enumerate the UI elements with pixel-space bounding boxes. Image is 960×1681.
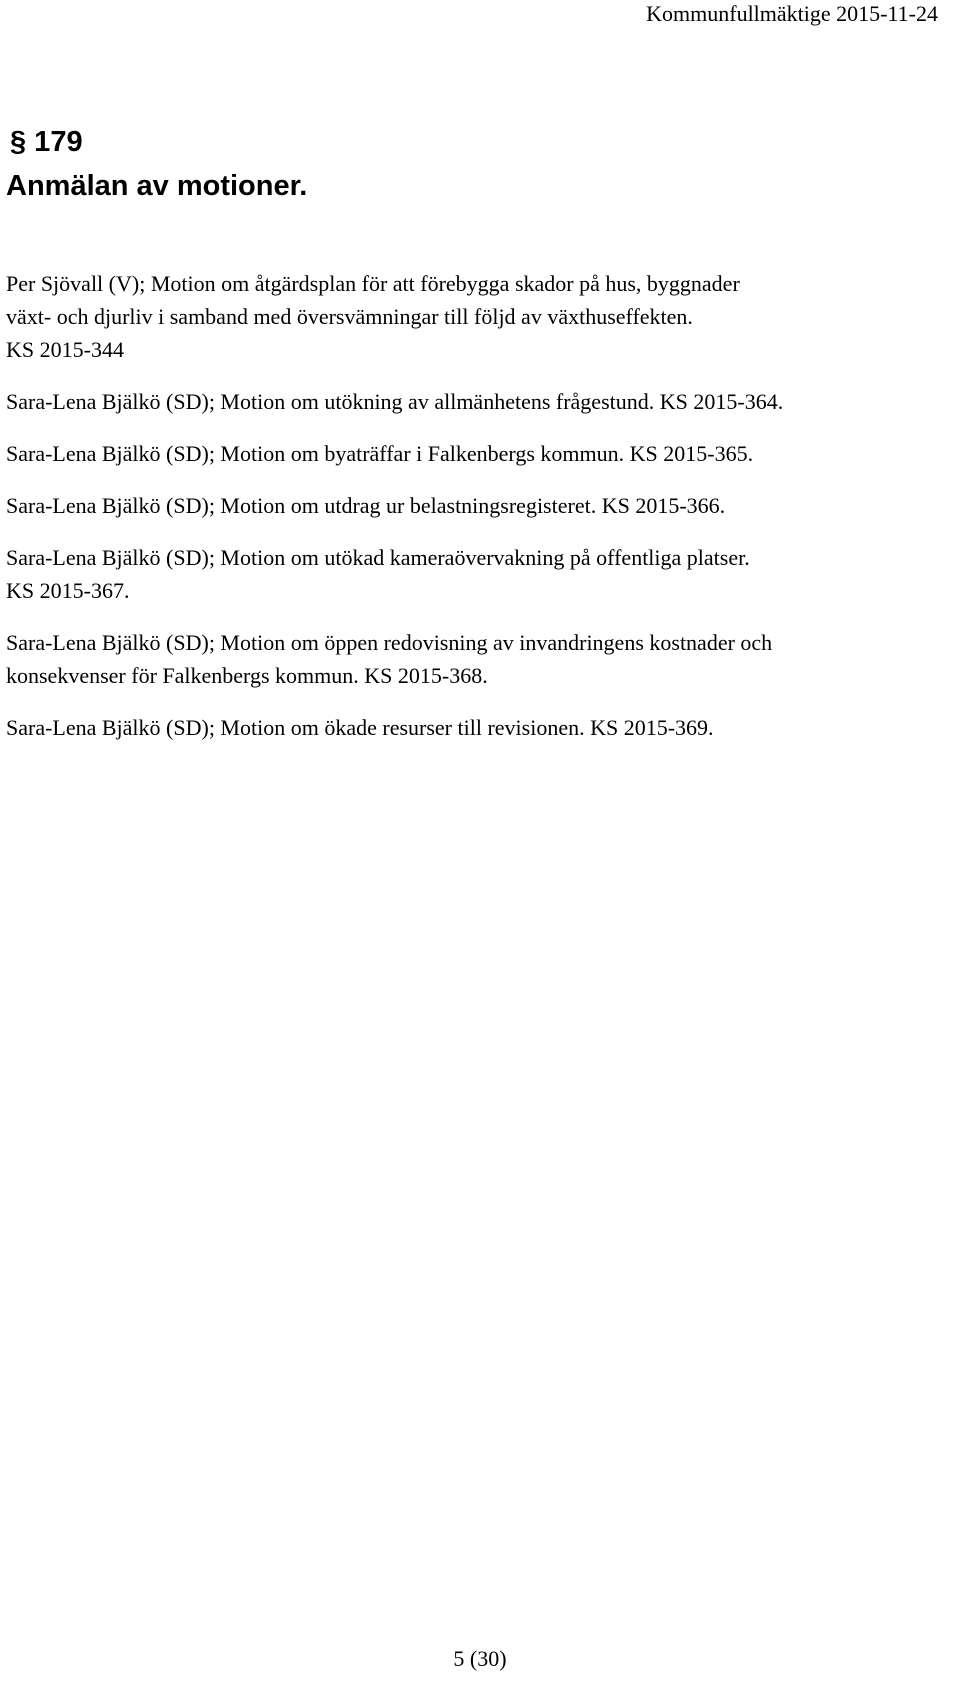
motion-paragraph <box>6 267 951 366</box>
section-number: § 179 <box>10 126 83 158</box>
paragraph-line: växt- och djurliv i samband med översvämningar till följd av växthuseffekten. <box>6 304 693 329</box>
motion-paragraph <box>6 437 951 470</box>
page-number: 5 (30) <box>453 1646 507 1671</box>
paragraph-line: konsekvenser för Falkenbergs kommun. KS 2015-368. <box>6 663 488 688</box>
paragraph-line: KS 2015-344 <box>6 337 124 362</box>
section-title: Anmälan av motioner. <box>6 170 308 202</box>
paragraph-line: Per Sjövall (V); Motion om åtgärdsplan för att förebygga skador på hus, byggnader <box>6 271 740 296</box>
motion-paragraph <box>6 489 951 522</box>
motion-paragraph <box>6 541 951 607</box>
motions-list <box>6 267 951 763</box>
paragraph-line: Sara-Lena Bjälkö (SD); Motion om ökade resurser till revisionen. KS 2015-369. <box>6 715 714 740</box>
paragraph-line: Sara-Lena Bjälkö (SD); Motion om öppen redovisning av invandringens kostnader och <box>6 630 773 655</box>
paragraph-line: Sara-Lena Bjälkö (SD); Motion om utökad kameraövervakning på offentliga platser. <box>6 545 750 570</box>
page-header: Kommunfullmäktige 2015-11-24 <box>646 1 938 26</box>
paragraph-line: Sara-Lena Bjälkö (SD); Motion om utökning av allmänhetens frågestund. KS 2015-364. <box>6 389 784 414</box>
paragraph-line: Sara-Lena Bjälkö (SD); Motion om utdrag ur belastningsregisteret. KS 2015-366. <box>6 493 726 518</box>
paragraph-line: KS 2015-367. <box>6 578 130 603</box>
motion-paragraph <box>6 626 951 692</box>
motion-paragraph <box>6 711 951 744</box>
motion-paragraph <box>6 385 951 418</box>
paragraph-line: Sara-Lena Bjälkö (SD); Motion om byaträffar i Falkenbergs kommun. KS 2015-365. <box>6 441 754 466</box>
